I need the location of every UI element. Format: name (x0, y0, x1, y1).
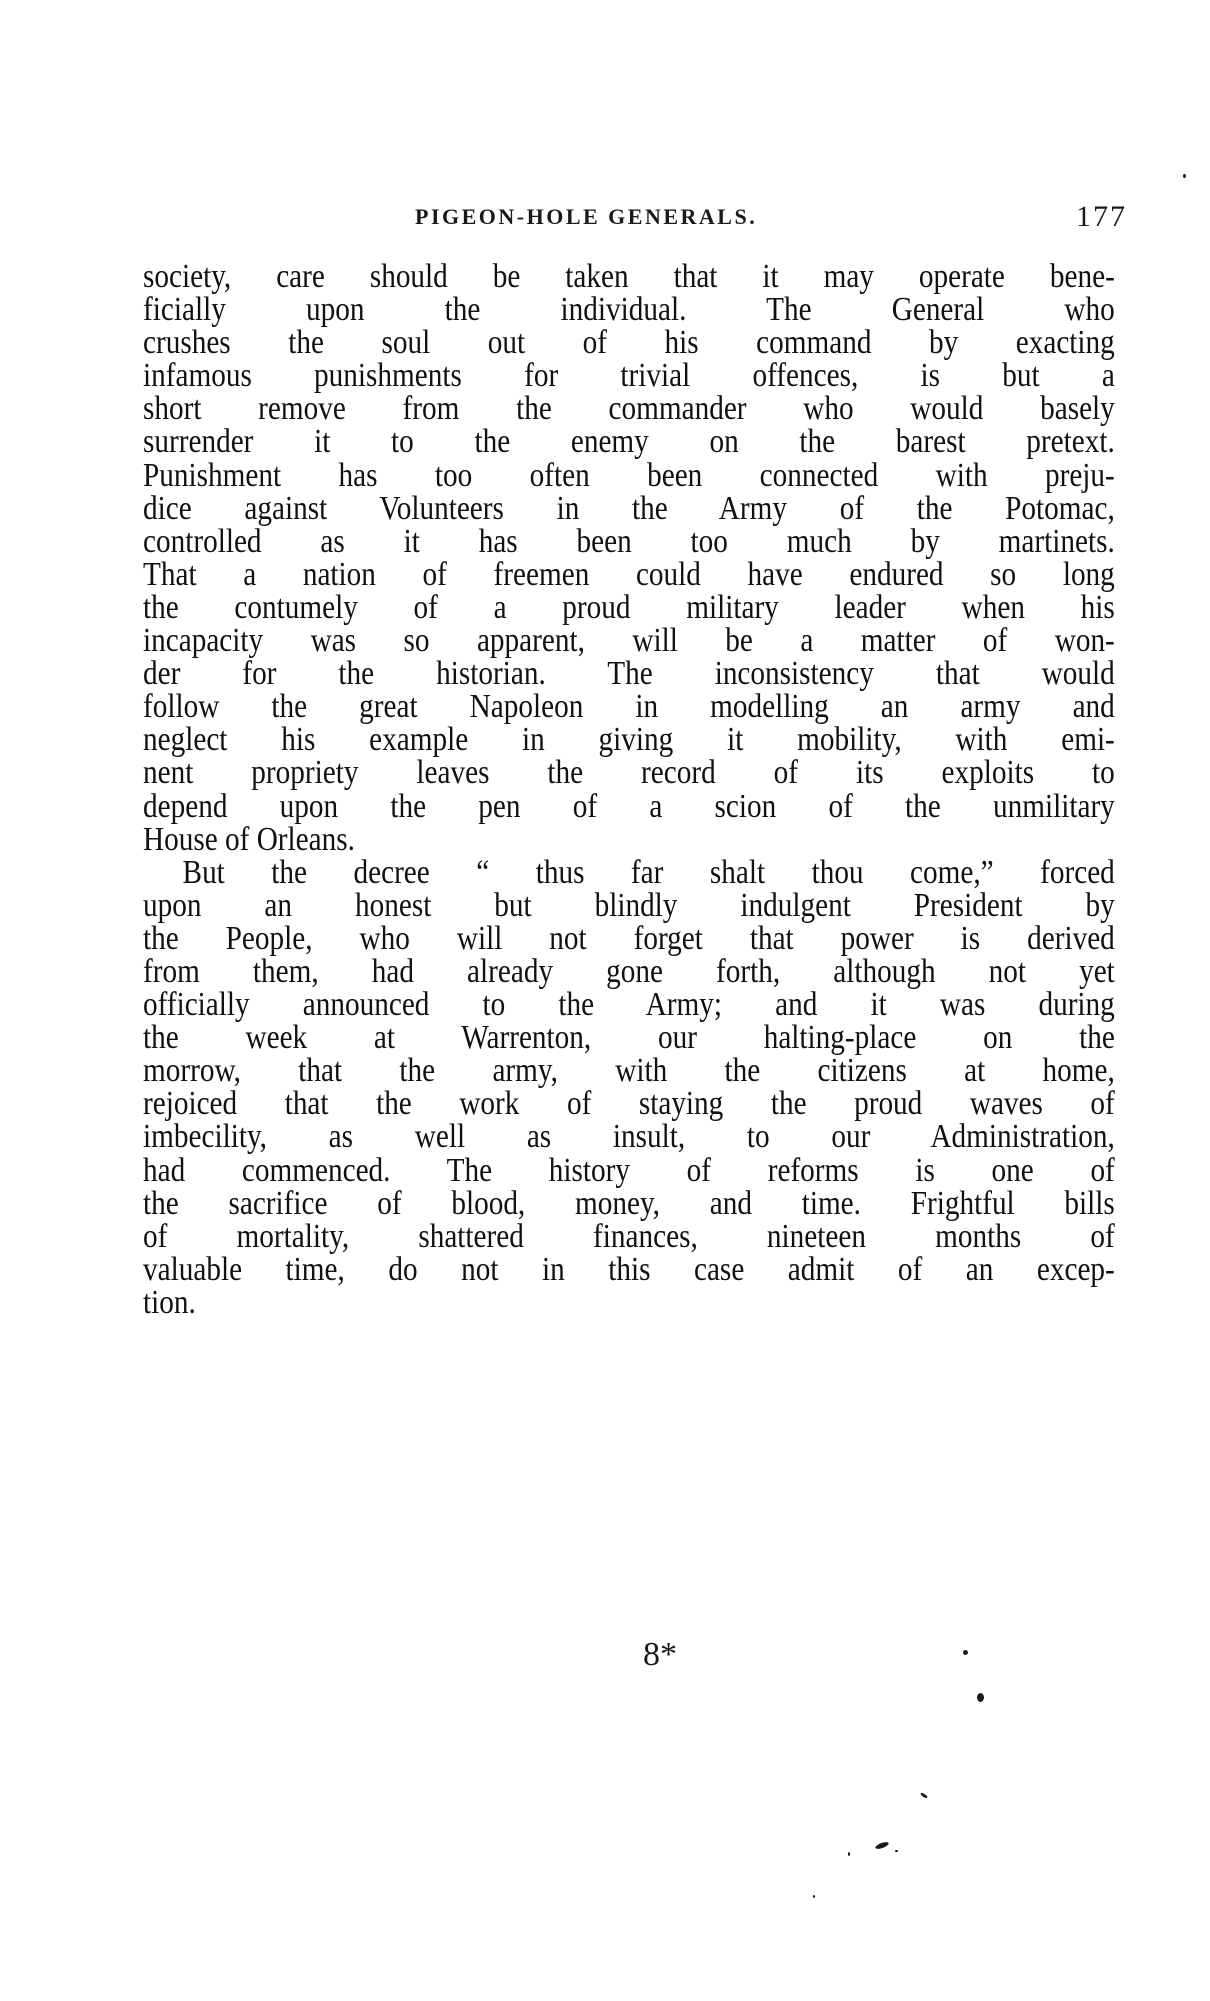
text-line: society, care should be taken that it may operate bene- (143, 258, 1115, 295)
text-line: from them, had already gone forth, although not yet (143, 952, 1115, 990)
text-line: the week at Warrenton, our halting-place on the (143, 1019, 1115, 1057)
text-line-paragraph-start: But the decree “ thus far shalt thou come,” forced (182, 853, 1115, 891)
text-line: neglect his example in giving it mobility, with emi- (143, 721, 1115, 759)
printer-signature-mark: 8* (643, 1636, 677, 1673)
text-line-paragraph-end: tion. (143, 1283, 196, 1321)
page-number: 177 (1076, 200, 1127, 233)
text-line: controlled as it has been too much by martinets. (143, 522, 1115, 560)
text-line: upon an honest but blindly indulgent President by (143, 886, 1115, 924)
scan-speck (848, 1852, 850, 1856)
text-line: dice against Volunteers in the Army of the Potomac, (143, 489, 1115, 527)
text-line: crushes the soul out of his command by exacting (143, 324, 1115, 362)
scan-speck (963, 1650, 968, 1655)
text-line: officially announced to the Army; and it was during (143, 986, 1115, 1024)
scan-speck (895, 1850, 898, 1852)
text-line: the People, who will not forget that power is derived (143, 919, 1115, 957)
text-line: incapacity was so apparent, will be a matter of won- (143, 622, 1115, 660)
text-line: the contumely of a proud military leader when his (143, 588, 1115, 626)
scan-speck (1183, 174, 1186, 178)
text-line: valuable time, do not in this case admit of an excep- (143, 1250, 1115, 1288)
text-line: had commenced. The history of reforms is one of (143, 1151, 1115, 1189)
running-head (415, 200, 1127, 240)
text-line: the sacrifice of blood, money, and time. Frightful bills (143, 1184, 1115, 1222)
text-line: nent propriety leaves the record of its exploits to (143, 754, 1115, 792)
text-line: rejoiced that the work of staying the proud waves of (143, 1085, 1115, 1123)
text-line: depend upon the pen of a scion of the unmilitary (143, 787, 1115, 825)
scan-speck (977, 1693, 984, 1702)
scan-speck (920, 1792, 928, 1799)
body-text (143, 260, 1115, 1319)
text-line-paragraph-end: House of Orleans. (143, 820, 355, 858)
text-line: morrow, that the army, with the citizens at home, (143, 1052, 1115, 1090)
text-line: That a nation of freemen could have endured so long (143, 555, 1115, 593)
scan-speck (875, 1841, 890, 1850)
text-line: infamous punishments for trivial offences, is but a (143, 357, 1115, 395)
text-line: surrender it to the enemy on the barest pretext. (143, 423, 1115, 461)
text-line: Punishment has too often been connected with preju- (143, 456, 1115, 494)
text-line: ficially upon the individual. The General who (143, 291, 1115, 329)
scan-speck (813, 1895, 815, 1898)
running-title: PIGEON-HOLE GENERALS. (415, 204, 758, 229)
text-line: follow the great Napoleon in modelling an army and (143, 688, 1115, 726)
text-line: of mortality, shattered finances, nineteen months of (143, 1217, 1115, 1255)
text-line: der for the historian. The inconsistency that would (143, 655, 1115, 693)
text-line: imbecility, as well as insult, to our Administration, (143, 1118, 1115, 1156)
text-line: short remove from the commander who would basely (143, 390, 1115, 428)
